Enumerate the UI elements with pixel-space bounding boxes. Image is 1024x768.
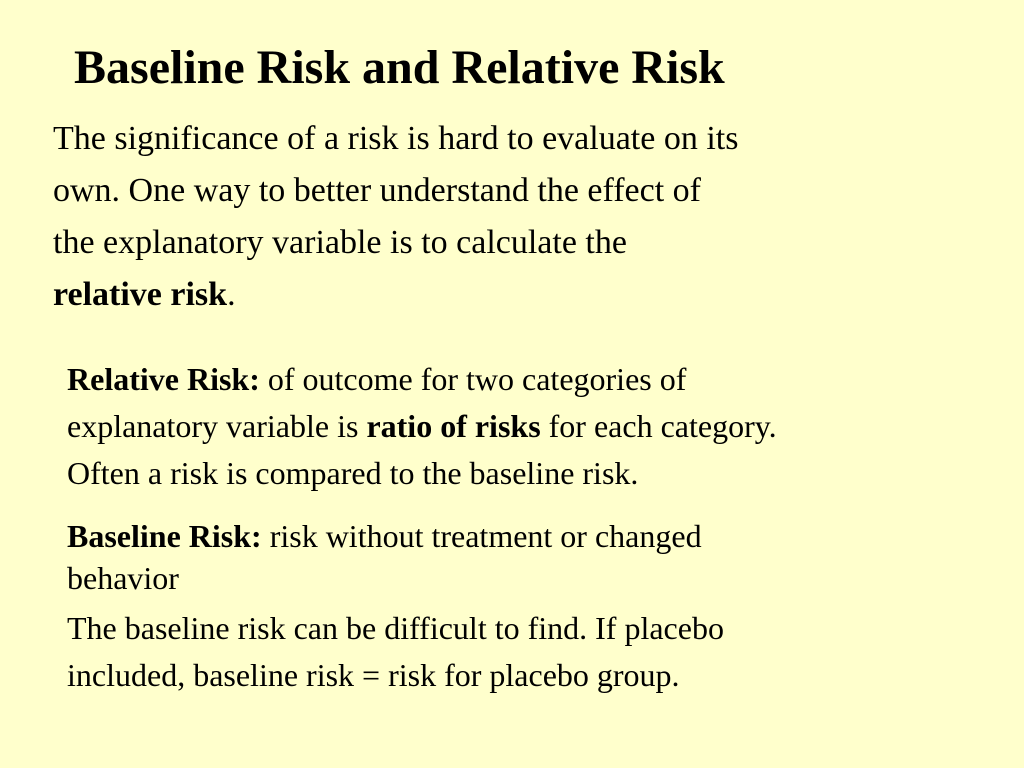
relative-risk-line-2-start: explanatory variable is — [67, 408, 367, 444]
baseline-note — [67, 605, 997, 699]
slide-title: Baseline Risk and Relative Risk — [74, 41, 725, 94]
relative-risk-line-1 — [67, 356, 997, 403]
baseline-risk-term: Baseline Risk: — [67, 518, 262, 554]
relative-risk-emphasis: relative risk — [53, 276, 228, 313]
baseline-note-line-1: The baseline risk can be difficult to find. If placebo — [67, 610, 724, 646]
baseline-risk-line-2: behavior — [67, 560, 179, 596]
relative-risk-line-2-end: for each category. — [540, 408, 777, 444]
baseline-risk-line-1-rest: risk without treatment or changed — [261, 518, 702, 554]
baseline-risk-definition — [67, 515, 997, 599]
relative-risk-line-1-rest: of outcome for two categories of — [259, 361, 687, 397]
ratio-of-risks-emphasis: ratio of risks — [366, 408, 541, 444]
intro-line-4-end: . — [227, 276, 236, 313]
relative-risk-line-3: Often a risk is compared to the baseline risk. — [67, 455, 639, 491]
intro-line-1: The significance of a risk is hard to evaluate on its — [53, 120, 739, 157]
baseline-risk-line-1 — [67, 515, 997, 557]
intro-paragraph — [53, 113, 953, 321]
baseline-note-line-2: included, baseline risk = risk for placebo group. — [67, 657, 680, 693]
intro-line-2: own. One way to better understand the effect of — [53, 172, 701, 209]
relative-risk-definition — [67, 356, 997, 497]
intro-line-4 — [53, 269, 953, 321]
intro-line-3: the explanatory variable is to calculate the — [53, 224, 627, 261]
relative-risk-term: Relative Risk: — [67, 361, 260, 397]
relative-risk-line-2 — [67, 403, 997, 450]
